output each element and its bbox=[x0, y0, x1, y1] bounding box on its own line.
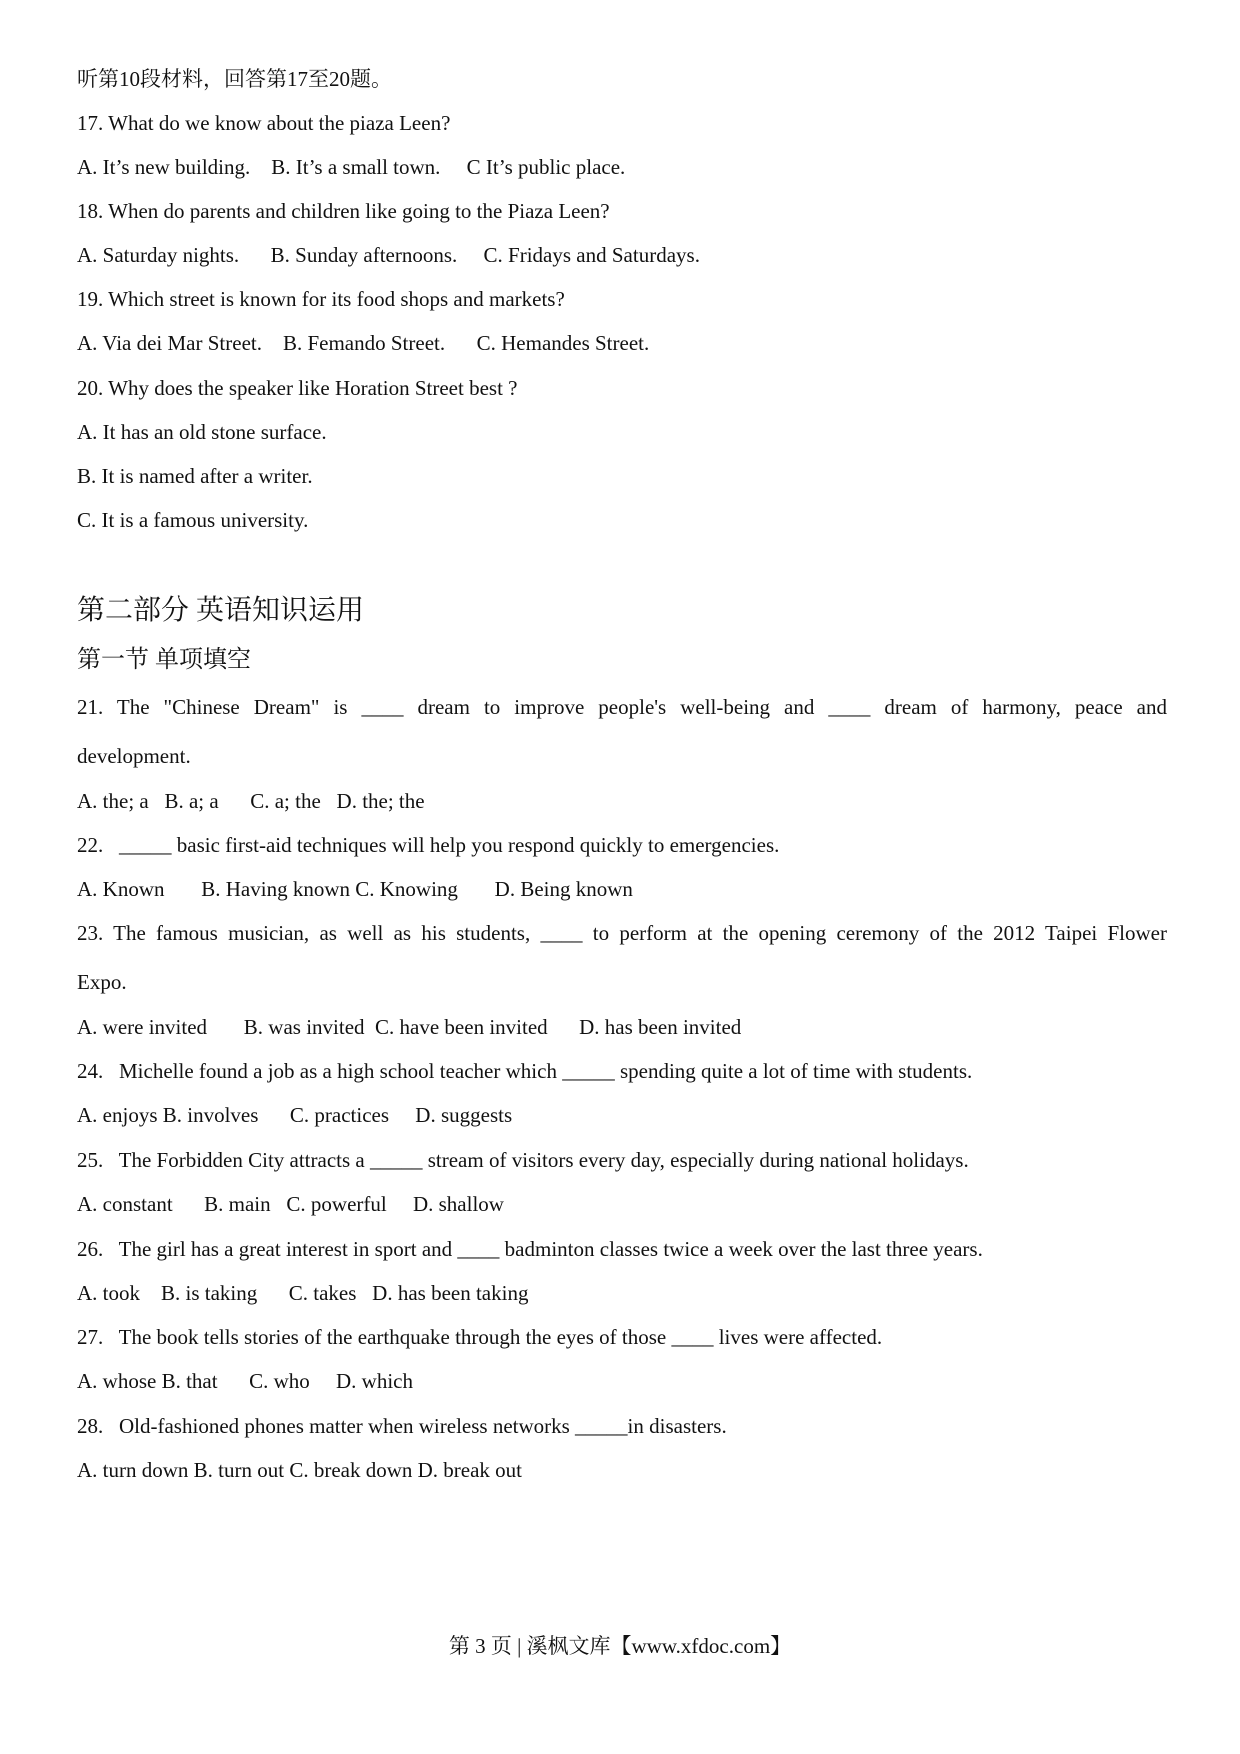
question-26: 26. The girl has a great interest in sport and ____ badminton classes twice a week over the last three years. bbox=[77, 1237, 983, 1261]
listening-intro: 听第10段材料，回答第17至20题。 bbox=[77, 67, 392, 91]
question-17: 17. What do we know about the piaza Leen? bbox=[77, 111, 451, 135]
question-17-options: A. It’s new building. B. It’s a small town. C It’s public place. bbox=[77, 155, 626, 179]
question-25: 25. The Forbidden City attracts a _____ stream of visitors every day, especially during national holidays. bbox=[77, 1148, 969, 1172]
question-18: 18. When do parents and children like going to the Piaza Leen? bbox=[77, 199, 610, 223]
question-20: 20. Why does the speaker like Horation Street best ? bbox=[77, 376, 518, 400]
question-19-options: A. Via dei Mar Street. B. Femando Street. C. Hemandes Street. bbox=[77, 331, 650, 355]
section-one-heading: 第一节 单项填空 bbox=[77, 647, 251, 673]
question-20-option-a: A. It has an old stone surface. bbox=[77, 420, 327, 444]
question-26-options: A. took B. is taking C. takes D. has been taking bbox=[77, 1281, 529, 1305]
question-21-line-2: development. bbox=[77, 744, 191, 768]
question-20-option-c: C. It is a famous university. bbox=[77, 508, 309, 532]
question-28: 28. Old-fashioned phones matter when wireless networks _____in disasters. bbox=[77, 1414, 727, 1438]
question-23-line-2: Expo. bbox=[77, 970, 127, 994]
question-23-options: A. were invited B. was invited C. have been invited D. has been invited bbox=[77, 1015, 742, 1039]
question-21-line-1: 21. The "Chinese Dream" is ____ dream to improve people's well-being and ____ dream of harmony, peace and bbox=[77, 695, 1167, 719]
question-20-option-b: B. It is named after a writer. bbox=[77, 464, 313, 488]
question-24-options: A. enjoys B. involves C. practices D. suggests bbox=[77, 1103, 513, 1127]
question-28-options: A. turn down B. turn out C. break down D. break out bbox=[77, 1458, 523, 1482]
part-two-heading: 第二部分 英语知识运用 bbox=[77, 595, 365, 626]
question-23-line-1: 23. The famous musician, as well as his students, ____ to perform at the opening ceremony of the 2012 Taipei Flower bbox=[77, 921, 1167, 945]
question-22: 22. _____ basic first-aid techniques will help you respond quickly to emergencies. bbox=[77, 833, 780, 857]
question-18-options: A. Saturday nights. B. Sunday afternoons. C. Fridays and Saturdays. bbox=[77, 243, 700, 267]
question-22-options: A. Known B. Having known C. Knowing D. Being known bbox=[77, 877, 633, 901]
question-24: 24. Michelle found a job as a high school teacher which _____ spending quite a lot of time with students. bbox=[77, 1059, 973, 1083]
question-25-options: A. constant B. main C. powerful D. shallow bbox=[77, 1192, 504, 1216]
question-27: 27. The book tells stories of the earthquake through the eyes of those ____ lives were affected. bbox=[77, 1325, 883, 1349]
question-27-options: A. whose B. that C. who D. which bbox=[77, 1369, 413, 1393]
question-21-options: A. the; a B. a; a C. a; the D. the; the bbox=[77, 789, 425, 813]
question-19: 19. Which street is known for its food shops and markets? bbox=[77, 287, 565, 311]
page-footer: 第 3 页 | 溪枫文库【www.xfdoc.com】 bbox=[448, 1634, 792, 1658]
